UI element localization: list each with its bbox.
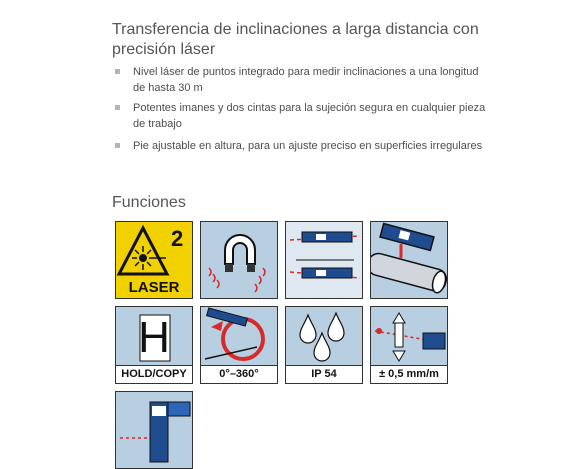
funciones-heading: Funciones: [112, 194, 186, 211]
bullet-icon: [115, 105, 120, 110]
level-device-icon: [115, 391, 193, 469]
precision-label: ± 0,5 mm/m: [371, 365, 447, 383]
bullet-icon: [115, 69, 120, 74]
list-item-text: Nivel láser de puntos integrado para medir inclinaciones a una longitud de hasta 30 m: [133, 66, 479, 94]
bullet-icon: [115, 143, 120, 148]
laser-class-number: 2: [171, 226, 184, 251]
laser-label: LASER: [128, 279, 180, 296]
magnet-icon: [200, 221, 278, 299]
ip-rating-label: IP 54: [286, 365, 362, 383]
hold-copy-icon: [115, 306, 193, 384]
list-item: [112, 138, 492, 172]
list-item: [112, 64, 492, 100]
feature-list: [112, 64, 492, 172]
rotation-icon: [200, 306, 278, 384]
rotation-label: 0°–360°: [201, 365, 277, 383]
list-item-text: Pie ajustable en altura, para un ajuste preciso en superficies irregulares: [133, 140, 483, 152]
hold-letter: H: [138, 313, 170, 362]
laser-class-2-icon: [115, 221, 193, 299]
list-item: [112, 100, 492, 138]
ip-rating-icon: [285, 306, 363, 384]
precision-icon: [370, 306, 448, 384]
hold-copy-label: HOLD/COPY: [116, 365, 192, 383]
list-item-text: Potentes imanes y dos cintas para la sujeción segura en cualquier pieza de trabajo: [133, 102, 486, 130]
section-title: Transferencia de inclinaciones a larga distancia con precisión láser: [112, 21, 479, 58]
measuring-tapes-icon: [285, 221, 363, 299]
pipe-mount-icon: [370, 221, 448, 299]
